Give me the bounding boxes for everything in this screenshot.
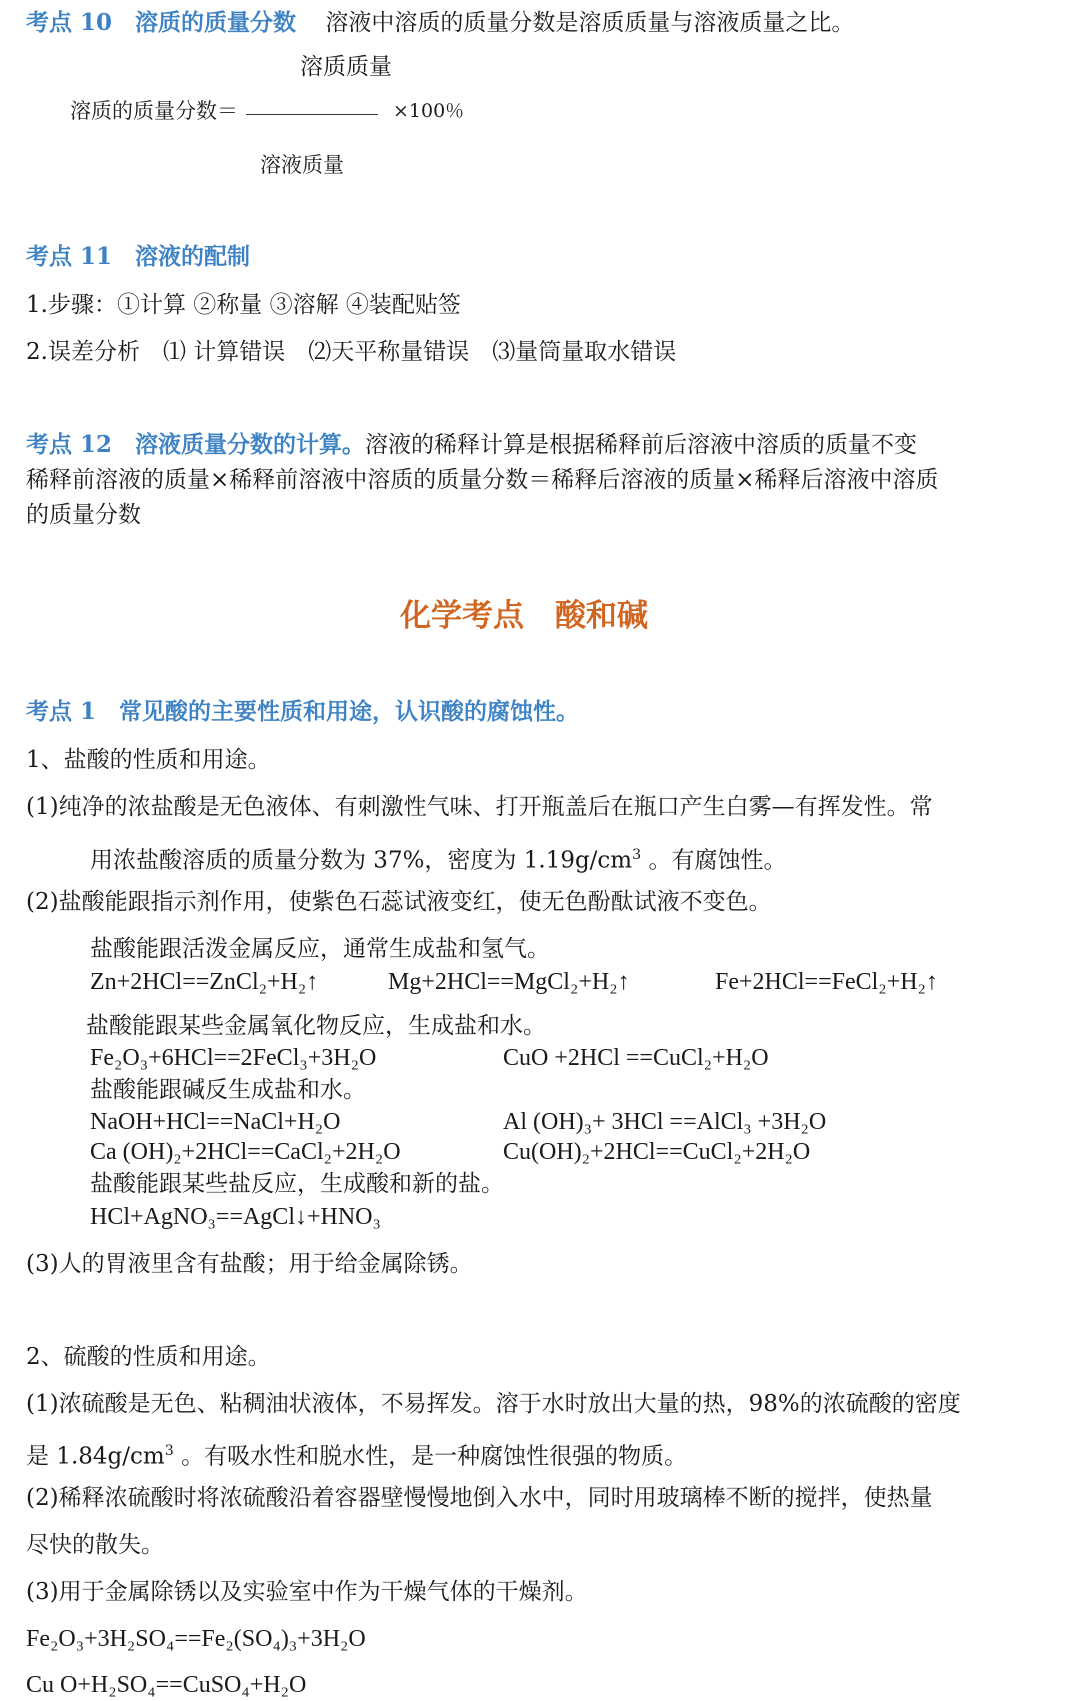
equation: Fe₂O₃+6HCl==2FeCl₃+3H₂O xyxy=(90,1045,377,1071)
section-12-line2: 稀释前溶液的质量×稀释前溶液中溶质的质量分数＝稀释后溶液的质量×稀释后溶液中溶质 xyxy=(26,467,939,493)
formula-denominator: 溶液质量 xyxy=(260,153,344,177)
formula-left: 溶质的质量分数＝ xyxy=(70,99,238,123)
equation: Cu(OH)₂+2HCl==CuCl₂+2H₂O xyxy=(503,1139,811,1165)
section-12-line3: 的质量分数 xyxy=(26,502,141,528)
section-11-steps: 1.步骤：①计算 ②称量 ③溶解 ④装配贴签 xyxy=(26,292,461,318)
section-12-line1 xyxy=(26,430,917,460)
equation: NaOH+HCl==NaCl+H₂O xyxy=(90,1109,341,1135)
equation: Al (OH)₃+ 3HCl ==AlCl₃ +3H₂O xyxy=(503,1109,827,1135)
h2so4-2b: 尽快的散失。 xyxy=(26,1532,164,1558)
h2so4-1b-pre: 是 1.84g/cm xyxy=(26,1443,165,1470)
formula-numerator: 溶质质量 xyxy=(300,54,392,80)
h2so4-1b-post: 。有吸水性和脱水性，是一种腐蚀性很强的物质。 xyxy=(173,1443,688,1470)
section-10-heading: 考点 10 溶质的质量分数 xyxy=(26,9,297,36)
formula-multiplier: ×100％ xyxy=(393,100,465,122)
equation: HCl+AgNO₃==AgCl↓+HNO₃ xyxy=(90,1204,381,1230)
hcl-title: 1、盐酸的性质和用途。 xyxy=(26,747,271,773)
hcl-3: (3)人的胃液里含有盐酸；用于给金属除锈。 xyxy=(26,1251,473,1277)
h2so4-title: 2、硫酸的性质和用途。 xyxy=(26,1344,271,1370)
hcl-metal-text: 盐酸能跟活泼金属反应，通常生成盐和氢气。 xyxy=(90,936,550,962)
hcl-1b xyxy=(90,840,787,876)
h2so4-1b xyxy=(26,1436,687,1472)
equation: Fe₂O₃+3H₂SO₄==Fe₂(SO₄)₃+3H₂O xyxy=(26,1626,366,1652)
hcl-base-text: 盐酸能跟碱反生成盐和水。 xyxy=(90,1077,366,1103)
section-10-text: 溶液中溶质的质量分数是溶质质量与溶液质量之比。 xyxy=(325,10,855,36)
fraction-bar xyxy=(246,114,378,115)
hcl-1b-sup: 3 xyxy=(632,847,642,863)
hcl-1a: (1)纯净的浓盐酸是无色液体、有刺激性气味、打开瓶盖后在瓶口产生白雾—有挥发性。常 xyxy=(26,794,933,820)
equation: Fe+2HCl==FeCl₂+H₂↑ xyxy=(715,969,938,995)
point-1-heading: 考点 1 常见酸的主要性质和用途，认识酸的腐蚀性。 xyxy=(26,698,580,725)
hcl-oxide-text: 盐酸能跟某些金属氧化物反应，生成盐和水。 xyxy=(86,1013,546,1039)
equation: CuO +2HCl ==CuCl₂+H₂O xyxy=(503,1045,769,1071)
hcl-1b-pre: 用浓盐酸溶质的质量分数为 37%，密度为 1.19g/cm xyxy=(90,847,633,874)
equation: Zn+2HCl==ZnCl₂+H₂↑ xyxy=(90,969,319,995)
hcl-salt-text: 盐酸能跟某些盐反应，生成酸和新的盐。 xyxy=(90,1171,504,1197)
h2so4-1b-sup: 3 xyxy=(164,1443,174,1459)
h2so4-3: (3)用于金属除锈以及实验室中作为干燥气体的干燥剂。 xyxy=(26,1579,588,1605)
hcl-2: (2)盐酸能跟指示剂作用，使紫色石蕊试液变红，使无色酚酞试液不变色。 xyxy=(26,889,772,915)
section-11-heading: 考点 11 溶液的配制 xyxy=(26,243,251,270)
equation: Mg+2HCl==MgCl₂+H₂↑ xyxy=(388,969,630,995)
h2so4-1a: (1)浓硫酸是无色、粘稠油状液体，不易挥发。溶于水时放出大量的热，98%的浓硫酸的密度 xyxy=(26,1391,961,1417)
section-10-line xyxy=(26,8,854,38)
chapter-title: 化学考点 酸和碱 xyxy=(400,598,648,634)
equation: Ca (OH)₂+2HCl==CaCl₂+2H₂O xyxy=(90,1139,401,1165)
section-12-text: 溶液的稀释计算是根据稀释前后溶液中溶质的质量不变 xyxy=(365,432,918,458)
equation: Cu O+H₂SO₄==CuSO₄+H₂O xyxy=(26,1672,307,1698)
section-12-heading: 考点 12 溶液质量分数的计算。 xyxy=(26,431,366,458)
section-11-errors: 2.误差分析 ⑴ 计算错误 ⑵天平称量错误 ⑶量筒量取水错误 xyxy=(26,339,677,365)
h2so4-2a: (2)稀释浓硫酸时将浓硫酸沿着容器壁慢慢地倒入水中，同时用玻璃棒不断的搅拌，使热量 xyxy=(26,1485,933,1511)
hcl-1b-post: 。有腐蚀性。 xyxy=(641,847,787,874)
